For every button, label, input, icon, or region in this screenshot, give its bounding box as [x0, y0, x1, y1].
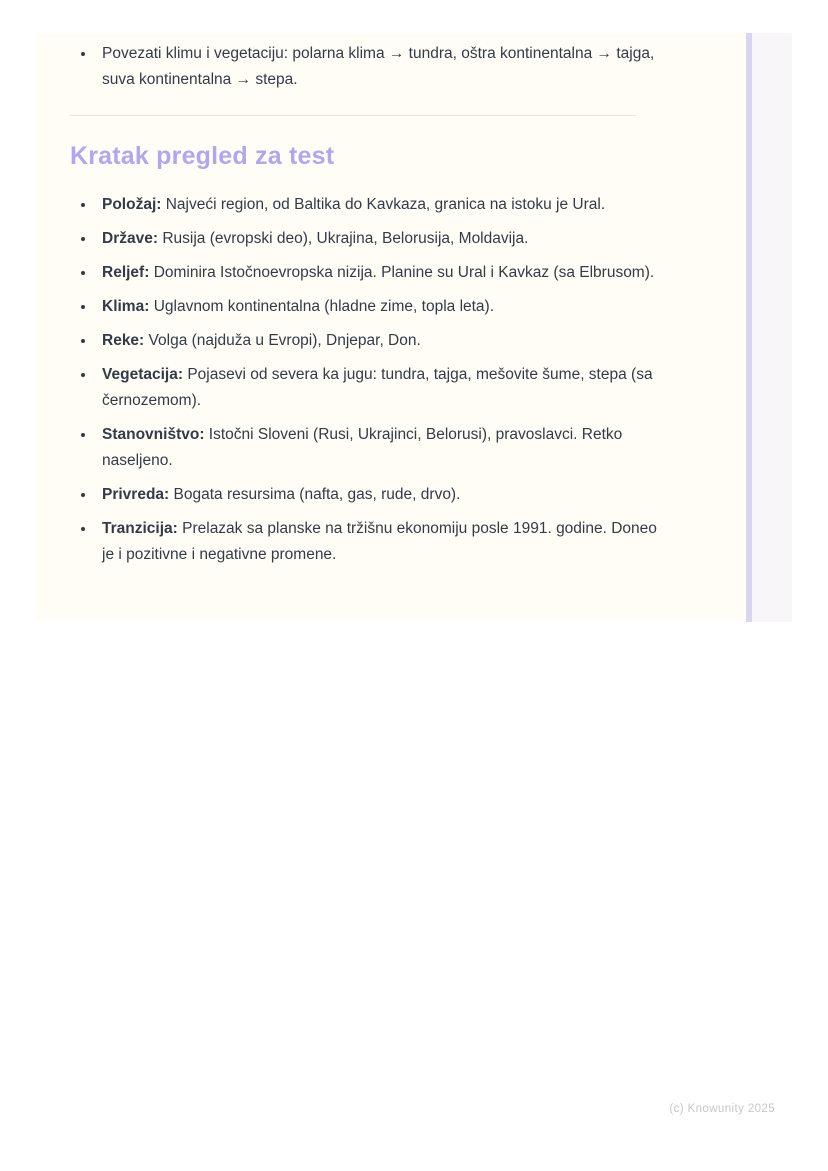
intro-bullet-list — [70, 41, 670, 93]
notes-content-card — [36, 33, 745, 622]
item-text: Najveći region, od Baltika do Kavkaza, granica na istoku je Ural. — [165, 196, 606, 213]
item-label: Vegetacija: — [102, 366, 183, 383]
item-text: Volga (najduža u Evropi), Dnjepar, Don. — [148, 332, 421, 349]
summary-bullet-list — [70, 192, 670, 568]
list-item-reke — [96, 328, 670, 354]
item-text: Uglavnom kontinentalna (hladne zime, topla leta). — [153, 298, 495, 315]
item-text: Prelazak sa planske na tržišnu ekonomiju posle 1991. godine. Doneo je i pozitivne i negativne promene. — [102, 520, 657, 563]
list-item-privreda — [96, 482, 670, 508]
list-item-polozaj — [96, 192, 670, 218]
item-label: Tranzicija: — [102, 520, 178, 537]
item-text: Istočni Sloveni (Rusi, Ukrajinci, Belorusi), pravoslavci. Retko naseljeno. — [102, 426, 623, 469]
item-label: Stanovništvo: — [102, 426, 205, 443]
section-heading: Kratak pregled za test — [70, 142, 335, 170]
list-item-klima — [96, 294, 670, 320]
item-label: Države: — [102, 230, 158, 247]
section-divider — [70, 115, 636, 116]
intro-bullet-text: Povezati klimu i vegetaciju: polarna klima → tundra, oštra kontinentalna → tajga, suva kontinentalna → stepa. — [102, 45, 655, 88]
item-text: Pojasevi od severa ka jugu: tundra, tajga, mešovite šume, stepa (sa černozemom). — [102, 366, 653, 409]
item-label: Položaj: — [102, 196, 162, 213]
page-right-strip — [752, 33, 792, 622]
list-item-reljef — [96, 260, 670, 286]
item-text: Dominira Istočnoevropska nizija. Planine su Ural i Kavkaz (sa Elbrusom). — [153, 264, 655, 281]
intro-bullet-item — [96, 41, 670, 93]
item-text: Rusija (evropski deo), Ukrajina, Belorusija, Moldavija. — [162, 230, 529, 247]
item-label: Reljef: — [102, 264, 150, 281]
list-item-tranzicija — [96, 516, 670, 568]
item-label: Privreda: — [102, 486, 170, 503]
item-text: Bogata resursima (nafta, gas, rude, drvo). — [173, 486, 461, 503]
list-item-vegetacija — [96, 362, 670, 414]
list-item-stanovnistvo — [96, 422, 670, 474]
copyright-note: (c) Knowunity 2025 — [669, 1103, 775, 1115]
item-label: Klima: — [102, 298, 150, 315]
list-item-drzave — [96, 226, 670, 252]
item-label: Reke: — [102, 332, 145, 349]
